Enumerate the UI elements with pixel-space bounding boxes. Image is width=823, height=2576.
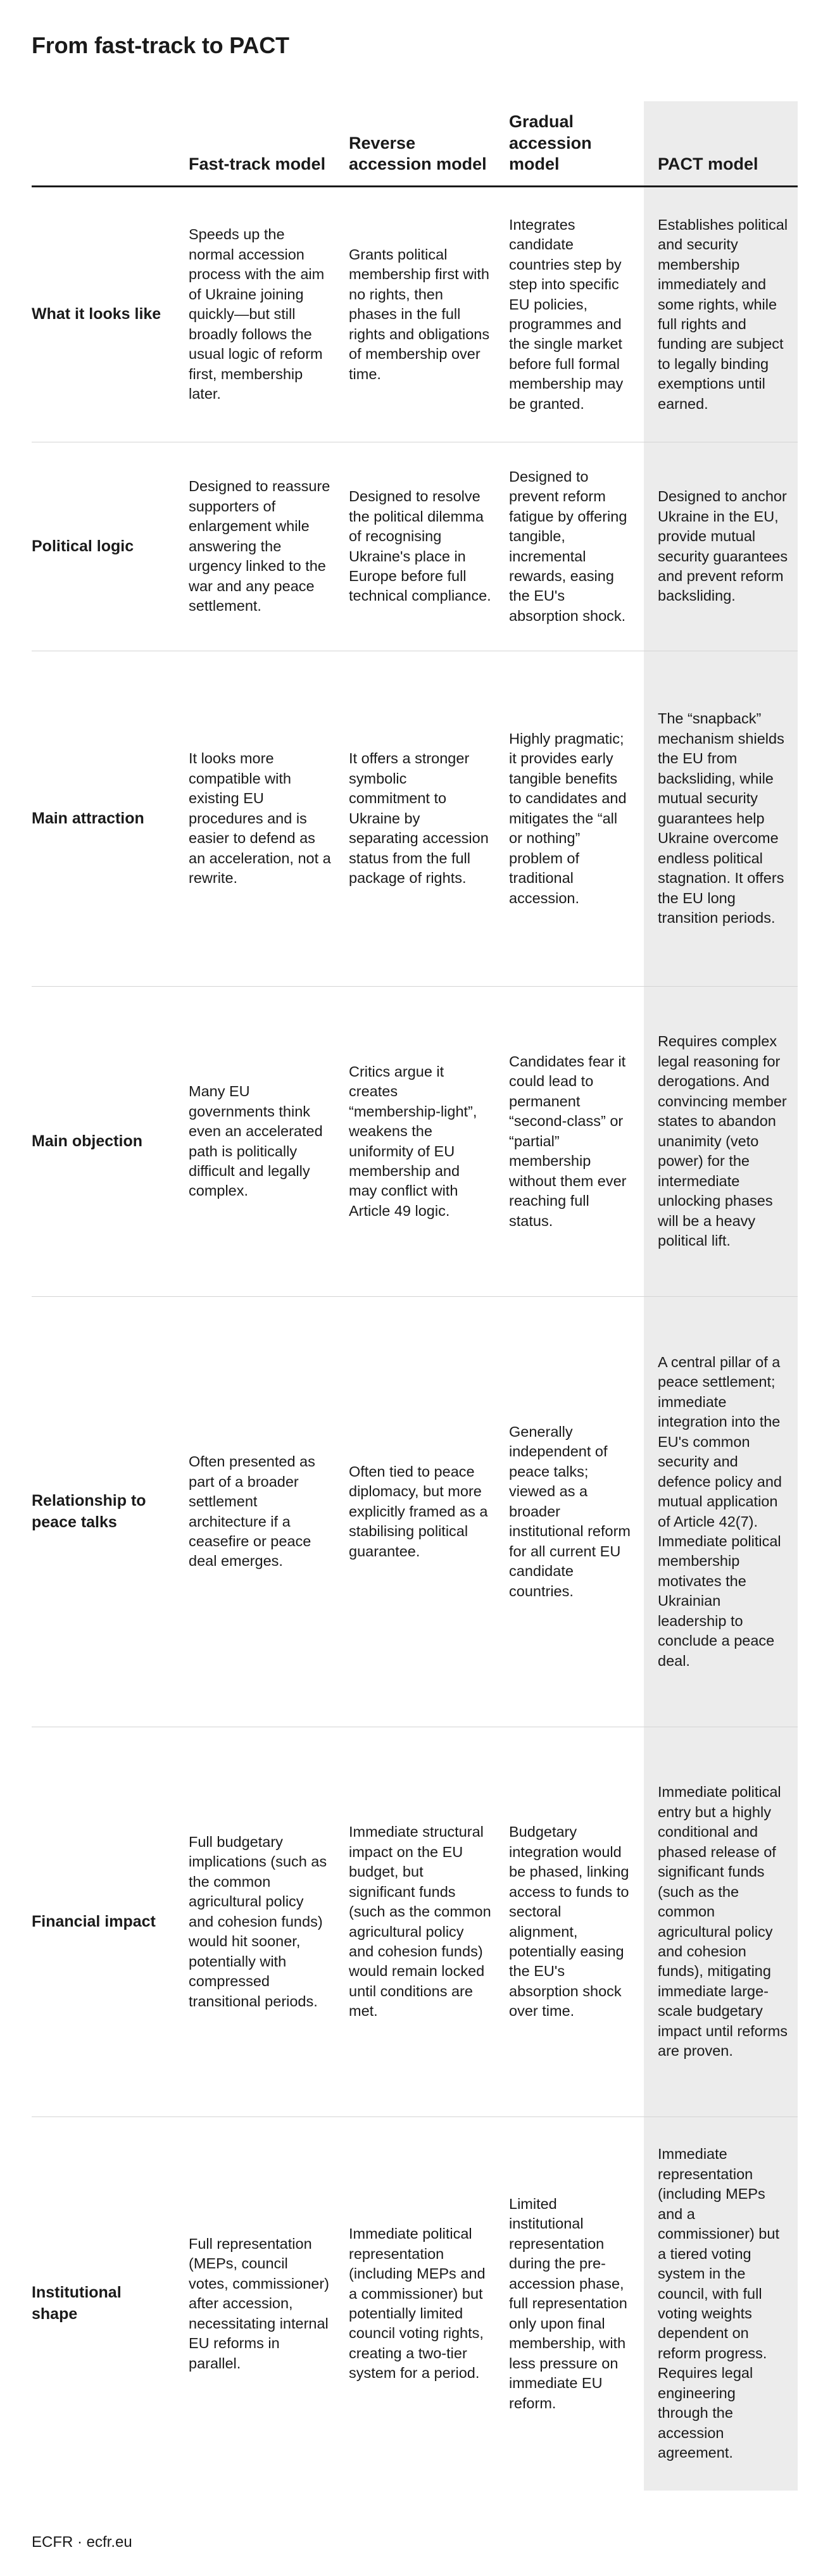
- column-header-reverse-accession: Reverse accession model: [342, 101, 503, 187]
- row-label-what-it-looks-like: What it looks like: [32, 187, 182, 442]
- page-title: From fast-track to PACT: [32, 32, 289, 58]
- cell-what-it-looks-like-fast-track: Speeds up the normal accession process with the aim of Ukraine joining quickly—but still broadly follows the usual logic of reform first, membership later.: [182, 187, 342, 442]
- cell-main-objection-reverse: Critics argue it creates “membership-light”, weakens the uniformity of EU membership and may conflict with Article 49 logic.: [342, 987, 503, 1297]
- column-header-fast-track: Fast-track model: [182, 101, 342, 187]
- row-label-main-attraction: Main attraction: [32, 651, 182, 987]
- cell-main-attraction-pact: The “snapback” mechanism shields the EU from backsliding, while mutual security guarantees help Ukraine overcome endless political stagnation. It offers the EU long transition periods.: [644, 651, 798, 987]
- cell-financial-impact-reverse: Immediate structural impact on the EU budget, but significant funds (such as the common agricultural policy and cohesion funds) would remain locked until conditions are met.: [342, 1727, 503, 2117]
- cell-political-logic-pact: Designed to anchor Ukraine in the EU, provide mutual security guarantees and prevent reform backsliding.: [644, 442, 798, 651]
- cell-what-it-looks-like-pact: Establishes political and security membership immediately and some rights, while full rights and funding are subject to legally binding exemptions until earned.: [644, 187, 798, 442]
- cell-what-it-looks-like-gradual: Integrates candidate countries step by step into specific EU policies, programmes and the single market before full formal membership may be granted.: [503, 187, 644, 442]
- cell-peace-talks-reverse: Often tied to peace diplomacy, but more explicitly framed as a stabilising political guarantee.: [342, 1297, 503, 1727]
- cell-peace-talks-fast-track: Often presented as part of a broader settlement architecture if a ceasefire or peace deal emerges.: [182, 1297, 342, 1727]
- cell-political-logic-reverse: Designed to resolve the political dilemma of recognising Ukraine's place in Europe before full technical compliance.: [342, 442, 503, 651]
- cell-peace-talks-gradual: Generally independent of peace talks; viewed as a broader institutional reform for all current EU candidate countries.: [503, 1297, 644, 1727]
- cell-political-logic-gradual: Designed to prevent reform fatigue by offering tangible, incremental rewards, easing the EU's absorption shock.: [503, 442, 644, 651]
- cell-main-attraction-reverse: It offers a stronger symbolic commitment to Ukraine by separating accession status from the full package of rights.: [342, 651, 503, 987]
- cell-financial-impact-gradual: Budgetary integration would be phased, linking access to funds to sectoral alignment, potentially easing the EU's absorption shock over time.: [503, 1727, 644, 2117]
- comparison-table: [32, 101, 798, 2491]
- cell-main-objection-gradual: Candidates fear it could lead to permanent “second-class” or “partial” membership without them ever reaching full status.: [503, 987, 644, 1297]
- cell-main-attraction-fast-track: It looks more compatible with existing EU procedures and is easier to defend as an acceleration, not a rewrite.: [182, 651, 342, 987]
- column-header-gradual-accession: Gradual accession model: [503, 101, 644, 187]
- cell-institutional-shape-gradual: Limited institutional representation during the pre-accession phase, full representation only upon final membership, with less pressure on immediate EU reform.: [509, 2195, 627, 2411]
- cell-what-it-looks-like-reverse: Grants political membership first with no rights, then phases in the full rights and obligations of membership over time.: [342, 187, 503, 442]
- cell-financial-impact-fast-track: Full budgetary implications (such as the common agricultural policy and cohesion funds) would hit sooner, potentially with compressed transitional periods.: [182, 1727, 342, 2117]
- column-header-blank: [32, 101, 182, 187]
- cell-institutional-shape-pact: Immediate representation (including MEPs and a commissioner) but a tiered voting system in the council, with full voting weights dependent on reform progress. Requires legal engineering through the accession agreement.: [644, 2117, 798, 2491]
- cell-main-attraction-gradual: Highly pragmatic; it provides early tangible benefits to candidates and mitigates the “all or nothing” problem of traditional accession.: [503, 651, 644, 987]
- row-label-main-objection: Main objection: [32, 987, 182, 1297]
- cell-main-objection-pact: Requires complex legal reasoning for derogations. And convincing member states to abandon unanimity (veto power) for the intermediate unlocking phases will be a heavy political lift.: [644, 987, 798, 1297]
- row-label-political-logic: Political logic: [32, 442, 182, 651]
- column-header-pact: PACT model: [644, 101, 798, 187]
- cell-peace-talks-pact: A central pillar of a peace settlement; immediate integration into the EU's common security and defence policy and mutual application of Article 42(7). Immediate political membership motivates the Ukrainian leadership to conclude a peace deal.: [644, 1297, 798, 1727]
- cell-institutional-shape-fast-track: Full representation (MEPs, council votes, commissioner) after accession, necessitating internal EU reforms in parallel.: [189, 2235, 329, 2372]
- cell-institutional-shape-reverse: Immediate political representation (including MEPs and a commissioner) but potentially limited council voting rights, creating a two-tier system for a period.: [349, 2225, 486, 2382]
- cell-financial-impact-pact: Immediate political entry but a highly conditional and phased release of significant funds (such as the common agricultural policy and cohesion funds), mitigating immediate large-scale budgetary impact until reforms are proven.: [644, 1727, 798, 2117]
- row-label-financial-impact: Financial impact: [32, 1727, 182, 2117]
- footer-credit: ECFR · ecfr.eu: [32, 2534, 132, 2551]
- row-label-relationship-to-peace-talks: Relationship to peace talks: [32, 1297, 182, 1727]
- row-label-institutional-shape: Institutional shape: [32, 2284, 122, 2323]
- cell-political-logic-fast-track: Designed to reassure supporters of enlargement while answering the urgency linked to the war and any peace settlement.: [182, 442, 342, 651]
- cell-main-objection-fast-track: Many EU governments think even an accelerated path is politically difficult and legally complex.: [182, 987, 342, 1297]
